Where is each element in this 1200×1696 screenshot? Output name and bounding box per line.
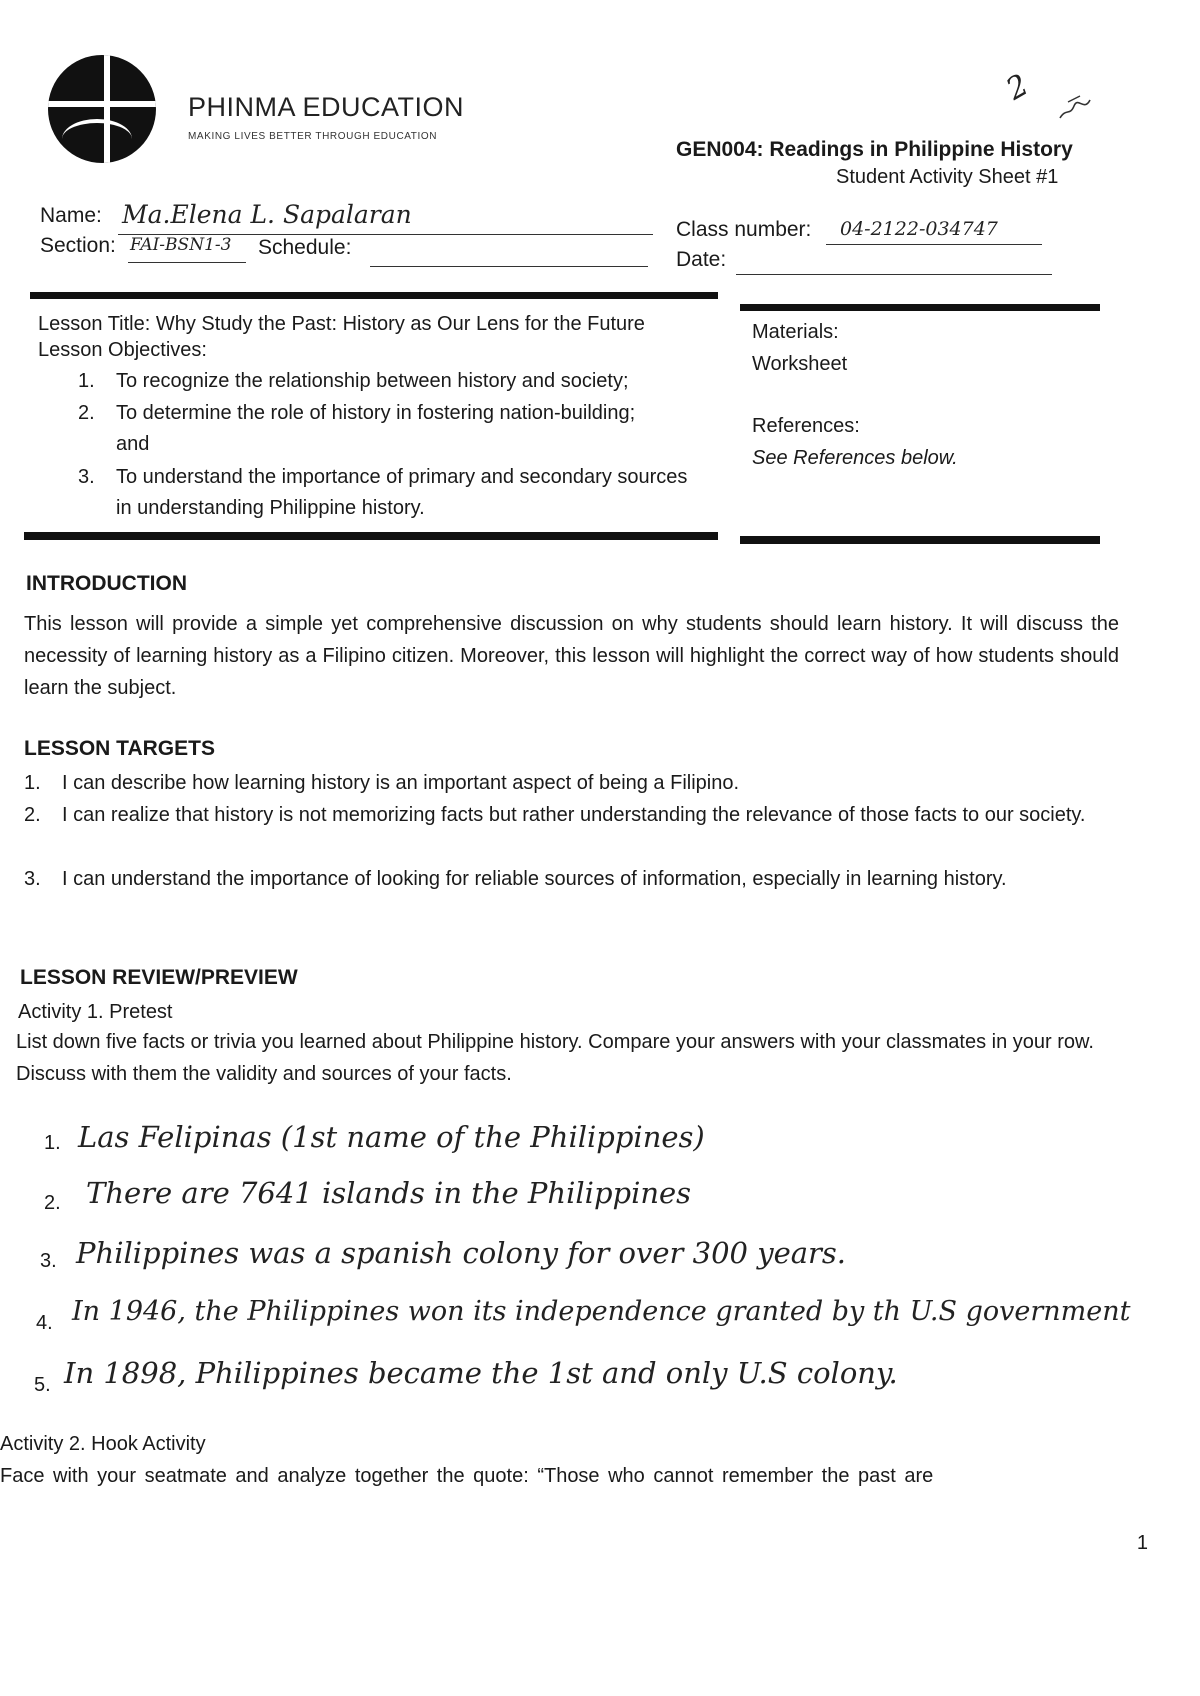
answer-number: 5. — [34, 1374, 51, 1396]
class-number-label: Class number: — [676, 218, 812, 241]
lesson-review-heading: LESSON REVIEW/PREVIEW — [20, 966, 298, 989]
page-number: 1 — [1136, 1532, 1148, 1554]
introduction-text: This lesson will provide a simple yet comprehensive discussion on why students should learn history. It will discuss the necessity of learning history as a Filipino citizen. Moreover, this lesson will highlight the correct way of how students should learn the subject. — [24, 613, 1119, 699]
target-text: I can understand the importance of looking for reliable sources of information, especially in learning history. — [62, 868, 1007, 890]
target-number: 1. — [24, 772, 41, 794]
answer-text: In 1946, the Philippines won its independence granted by th U.S government — [72, 1296, 1131, 1327]
lesson-box-bottom-rule — [24, 532, 718, 540]
lesson-targets-heading: LESSON TARGETS — [24, 737, 215, 760]
references-value: See References below. — [752, 447, 958, 469]
materials-box-bottom-rule — [740, 536, 1100, 544]
activity-sheet-label: Student Activity Sheet #1 — [836, 166, 1059, 188]
objective-number: 1. — [78, 370, 95, 392]
target-text: I can describe how learning history is an important aspect of being a Filipino. — [62, 772, 740, 794]
corner-mark: 2 — [1000, 67, 1035, 108]
target-number: 2. — [24, 804, 41, 826]
initials-scribble-icon — [1058, 94, 1094, 124]
objective-text: To understand the importance of primary and secondary sources in understanding Philippine history. — [116, 466, 688, 519]
phinma-logo-icon — [48, 55, 156, 163]
answer-number: 2. — [44, 1192, 61, 1214]
course-title: GEN004: Readings in Philippine History — [676, 138, 1073, 161]
brand-tagline: MAKING LIVES BETTER THROUGH EDUCATION — [188, 131, 438, 142]
section-label: Section: — [40, 234, 116, 257]
lesson-objectives-label: Lesson Objectives: — [38, 339, 207, 361]
objective-number: 2. — [78, 402, 95, 424]
target-text: I can realize that history is not memorizing facts but rather understanding the relevance of those facts to our society. — [62, 804, 1086, 826]
lesson-box-top-rule — [30, 292, 718, 299]
materials-value: Worksheet — [752, 353, 848, 375]
name-value: Ma.Elena L. Sapalaran — [122, 200, 412, 229]
answer-text: There are 7641 islands in the Philippines — [86, 1176, 692, 1210]
section-value: FAI-BSN1-3 — [130, 235, 232, 255]
answer-text: In 1898, Philippines became the 1st and only U.S colony. — [64, 1356, 898, 1390]
answer-number: 3. — [40, 1250, 57, 1272]
objective-text: To recognize the relationship between history and society; — [116, 370, 629, 392]
target-number: 3. — [24, 868, 41, 890]
objective-number: 3. — [78, 466, 95, 488]
brand-name: PHINMA EDUCATION — [188, 92, 465, 122]
name-label: Name: — [40, 204, 102, 227]
activity1-title: Activity 1. Pretest — [18, 1001, 173, 1023]
class-number-value: 04-2122-034747 — [840, 218, 998, 240]
answer-text: Las Felipinas (1st name of the Philippines) — [78, 1120, 705, 1154]
lesson-title: Lesson Title: Why Study the Past: History as Our Lens for the Future — [38, 313, 645, 335]
answer-number: 4. — [36, 1312, 53, 1334]
activity2-instructions: Face with your seatmate and analyze together the quote: “Those who cannot remember the past are — [0, 1465, 934, 1487]
schedule-label: Schedule: — [258, 236, 352, 259]
objective-text: To determine the role of history in fostering nation-building; and — [116, 402, 636, 455]
date-field[interactable] — [736, 250, 1052, 275]
activity2-title: Activity 2. Hook Activity — [0, 1433, 206, 1455]
introduction-heading: INTRODUCTION — [26, 572, 187, 595]
materials-box-top-rule — [740, 304, 1100, 311]
materials-label: Materials: — [752, 321, 839, 343]
activity1-instructions: List down five facts or trivia you learned about Philippine history. Compare your answers with your classmates in your row. Discuss with them the validity and sources of your facts. — [16, 1031, 1094, 1085]
references-label: References: — [752, 415, 860, 437]
answer-text: Philippines was a spanish colony for over 300 years. — [76, 1236, 846, 1270]
answer-number: 1. — [44, 1132, 61, 1154]
date-label: Date: — [676, 248, 727, 271]
schedule-field[interactable] — [370, 242, 648, 267]
